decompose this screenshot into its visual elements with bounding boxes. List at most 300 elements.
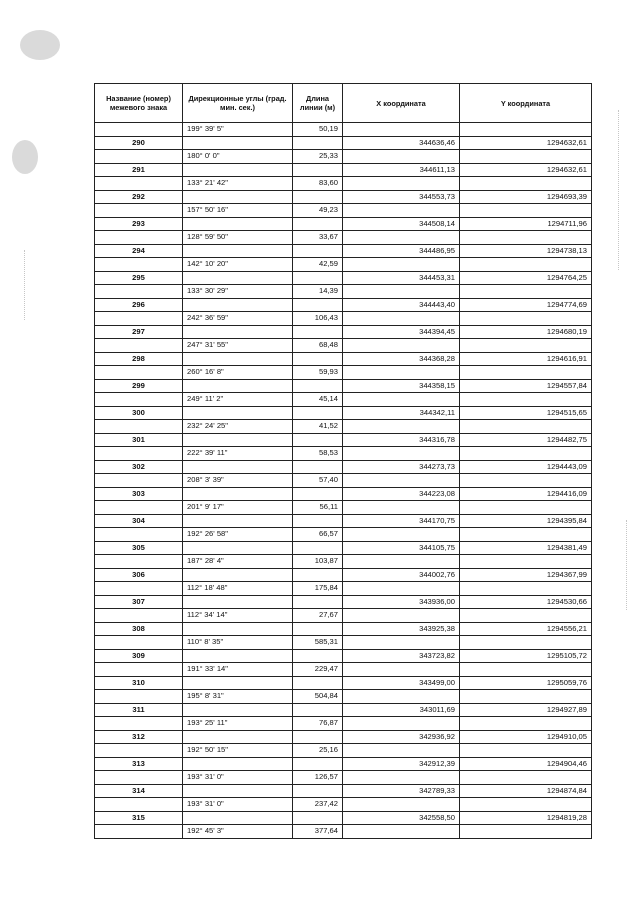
cell-y-coordinate: 1294693,39 — [460, 190, 592, 204]
cell-y-coordinate — [460, 690, 592, 704]
cell-bearing: 110° 8' 35" — [183, 636, 293, 650]
table-row — [95, 217, 592, 231]
cell-line-length — [293, 352, 343, 366]
cell-y-coordinate — [460, 474, 592, 488]
table-row — [95, 190, 592, 204]
cell-marker-name: 305 — [95, 541, 183, 555]
cell-bearing — [183, 379, 293, 393]
cell-line-length: 229,47 — [293, 663, 343, 677]
cell-y-coordinate: 1295059,76 — [460, 676, 592, 690]
cell-line-length: 76,87 — [293, 717, 343, 731]
cell-marker-name: 312 — [95, 730, 183, 744]
cell-marker-name — [95, 285, 183, 299]
cell-bearing: 112° 18' 48" — [183, 582, 293, 596]
cell-marker-name: 298 — [95, 352, 183, 366]
cell-marker-name: 311 — [95, 703, 183, 717]
scan-noise-left-lower — [24, 250, 26, 320]
cell-marker-name: 301 — [95, 433, 183, 447]
cell-bearing — [183, 649, 293, 663]
cell-x-coordinate: 344611,13 — [343, 163, 460, 177]
cell-line-length: 68,48 — [293, 339, 343, 353]
cell-y-coordinate — [460, 258, 592, 272]
cell-x-coordinate — [343, 447, 460, 461]
cell-bearing — [183, 352, 293, 366]
table-row — [95, 244, 592, 258]
cell-bearing — [183, 784, 293, 798]
cell-marker-name: 297 — [95, 325, 183, 339]
cell-bearing — [183, 325, 293, 339]
table-row — [95, 312, 592, 326]
cell-line-length: 83,60 — [293, 177, 343, 191]
cell-y-coordinate — [460, 339, 592, 353]
cell-x-coordinate — [343, 663, 460, 677]
cell-line-length: 56,11 — [293, 501, 343, 515]
cell-line-length: 42,59 — [293, 258, 343, 272]
cell-y-coordinate — [460, 663, 592, 677]
cell-y-coordinate — [460, 393, 592, 407]
cell-y-coordinate — [460, 717, 592, 731]
cell-y-coordinate: 1294904,46 — [460, 757, 592, 771]
cell-bearing: 191° 33' 14" — [183, 663, 293, 677]
cell-bearing — [183, 244, 293, 258]
cell-x-coordinate: 344316,78 — [343, 433, 460, 447]
table-row — [95, 487, 592, 501]
cell-y-coordinate: 1294738,13 — [460, 244, 592, 258]
cell-x-coordinate: 343936,00 — [343, 595, 460, 609]
cell-bearing — [183, 568, 293, 582]
cell-line-length: 175,84 — [293, 582, 343, 596]
cell-y-coordinate — [460, 528, 592, 542]
table-row — [95, 730, 592, 744]
cell-bearing: 180° 0' 0" — [183, 150, 293, 164]
cell-y-coordinate: 1294557,84 — [460, 379, 592, 393]
cell-line-length — [293, 514, 343, 528]
cell-line-length: 45,14 — [293, 393, 343, 407]
cell-marker-name — [95, 825, 183, 839]
table-row — [95, 393, 592, 407]
cell-line-length — [293, 271, 343, 285]
cell-line-length — [293, 244, 343, 258]
cell-line-length — [293, 460, 343, 474]
cell-y-coordinate: 1294381,49 — [460, 541, 592, 555]
cell-y-coordinate: 1295105,72 — [460, 649, 592, 663]
cell-marker-name: 314 — [95, 784, 183, 798]
table-row — [95, 582, 592, 596]
table-row — [95, 379, 592, 393]
cell-marker-name — [95, 663, 183, 677]
cell-bearing — [183, 811, 293, 825]
cell-marker-name — [95, 204, 183, 218]
cell-line-length: 377,64 — [293, 825, 343, 839]
cell-y-coordinate — [460, 501, 592, 515]
cell-line-length: 66,57 — [293, 528, 343, 542]
header-bearing: Дирекционные углы (град. мин. сек.) — [183, 84, 293, 123]
cell-bearing — [183, 406, 293, 420]
cell-marker-name: 308 — [95, 622, 183, 636]
cell-line-length: 27,67 — [293, 609, 343, 623]
cell-x-coordinate: 344273,73 — [343, 460, 460, 474]
cell-y-coordinate — [460, 636, 592, 650]
cell-marker-name: 294 — [95, 244, 183, 258]
cell-line-length — [293, 784, 343, 798]
cell-bearing: 242° 36' 59" — [183, 312, 293, 326]
cell-x-coordinate — [343, 771, 460, 785]
cell-x-coordinate — [343, 177, 460, 191]
cell-x-coordinate — [343, 312, 460, 326]
table-row — [95, 555, 592, 569]
cell-line-length: 58,53 — [293, 447, 343, 461]
table-row — [95, 609, 592, 623]
cell-bearing — [183, 487, 293, 501]
boundary-coordinates-table — [94, 83, 592, 839]
cell-y-coordinate — [460, 825, 592, 839]
cell-line-length — [293, 163, 343, 177]
cell-marker-name — [95, 501, 183, 515]
cell-bearing — [183, 757, 293, 771]
cell-marker-name: 290 — [95, 136, 183, 150]
cell-line-length — [293, 433, 343, 447]
cell-bearing — [183, 136, 293, 150]
cell-line-length — [293, 595, 343, 609]
cell-y-coordinate — [460, 447, 592, 461]
cell-marker-name — [95, 636, 183, 650]
cell-marker-name — [95, 258, 183, 272]
cell-marker-name — [95, 123, 183, 137]
cell-line-length — [293, 487, 343, 501]
table-row — [95, 825, 592, 839]
table-row — [95, 150, 592, 164]
cell-marker-name: 304 — [95, 514, 183, 528]
cell-line-length: 237,42 — [293, 798, 343, 812]
cell-bearing: 128° 59' 50" — [183, 231, 293, 245]
cell-line-length — [293, 568, 343, 582]
cell-y-coordinate — [460, 555, 592, 569]
cell-x-coordinate: 344443,40 — [343, 298, 460, 312]
table-row — [95, 595, 592, 609]
cell-marker-name: 296 — [95, 298, 183, 312]
cell-y-coordinate — [460, 204, 592, 218]
cell-y-coordinate: 1294632,61 — [460, 136, 592, 150]
cell-y-coordinate: 1294530,66 — [460, 595, 592, 609]
cell-x-coordinate — [343, 528, 460, 542]
cell-marker-name — [95, 312, 183, 326]
cell-y-coordinate: 1294395,84 — [460, 514, 592, 528]
cell-line-length — [293, 730, 343, 744]
cell-marker-name — [95, 366, 183, 380]
cell-marker-name: 291 — [95, 163, 183, 177]
cell-bearing: 195° 8' 31" — [183, 690, 293, 704]
header-marker-name: Название (номер) межевого знака — [95, 84, 183, 123]
cell-bearing — [183, 460, 293, 474]
cell-line-length: 57,40 — [293, 474, 343, 488]
cell-y-coordinate: 1294774,69 — [460, 298, 592, 312]
cell-line-length — [293, 217, 343, 231]
cell-x-coordinate: 344394,45 — [343, 325, 460, 339]
cell-bearing: 193° 31' 0" — [183, 798, 293, 812]
cell-y-coordinate: 1294367,99 — [460, 568, 592, 582]
table-row — [95, 420, 592, 434]
cell-line-length: 504,84 — [293, 690, 343, 704]
cell-y-coordinate: 1294680,19 — [460, 325, 592, 339]
cell-line-length: 50,19 — [293, 123, 343, 137]
table-header-row — [95, 84, 592, 123]
cell-line-length: 103,87 — [293, 555, 343, 569]
cell-x-coordinate — [343, 636, 460, 650]
cell-bearing — [183, 163, 293, 177]
cell-bearing: 201° 9' 17" — [183, 501, 293, 515]
table-row — [95, 433, 592, 447]
cell-marker-name: 303 — [95, 487, 183, 501]
scan-noise-right-lower — [626, 520, 628, 610]
cell-marker-name: 302 — [95, 460, 183, 474]
cell-x-coordinate — [343, 717, 460, 731]
cell-marker-name — [95, 231, 183, 245]
cell-marker-name — [95, 393, 183, 407]
cell-bearing — [183, 541, 293, 555]
cell-x-coordinate: 344453,31 — [343, 271, 460, 285]
table-row — [95, 771, 592, 785]
cell-line-length — [293, 811, 343, 825]
cell-bearing: 249° 11' 2" — [183, 393, 293, 407]
table-row — [95, 811, 592, 825]
cell-marker-name: 295 — [95, 271, 183, 285]
cell-x-coordinate — [343, 501, 460, 515]
cell-bearing — [183, 703, 293, 717]
cell-line-length — [293, 703, 343, 717]
table-row — [95, 352, 592, 366]
cell-bearing: 222° 39' 11" — [183, 447, 293, 461]
cell-marker-name — [95, 555, 183, 569]
table-row — [95, 136, 592, 150]
cell-x-coordinate — [343, 285, 460, 299]
cell-line-length: 106,43 — [293, 312, 343, 326]
cell-line-length — [293, 676, 343, 690]
cell-y-coordinate — [460, 771, 592, 785]
cell-x-coordinate: 343723,82 — [343, 649, 460, 663]
cell-marker-name — [95, 609, 183, 623]
table-row — [95, 784, 592, 798]
cell-bearing: 260° 16' 8" — [183, 366, 293, 380]
cell-bearing: 142° 10' 20" — [183, 258, 293, 272]
cell-bearing — [183, 190, 293, 204]
cell-marker-name — [95, 690, 183, 704]
table-row — [95, 339, 592, 353]
cell-line-length — [293, 622, 343, 636]
cell-line-length: 59,93 — [293, 366, 343, 380]
cell-marker-name: 309 — [95, 649, 183, 663]
table-row — [95, 204, 592, 218]
table-row — [95, 271, 592, 285]
cell-x-coordinate — [343, 366, 460, 380]
cell-x-coordinate: 344508,14 — [343, 217, 460, 231]
table-row — [95, 460, 592, 474]
cell-y-coordinate — [460, 798, 592, 812]
cell-line-length: 33,67 — [293, 231, 343, 245]
cell-y-coordinate: 1294482,75 — [460, 433, 592, 447]
cell-y-coordinate: 1294874,84 — [460, 784, 592, 798]
cell-x-coordinate: 344002,76 — [343, 568, 460, 582]
cell-bearing: 193° 25' 11" — [183, 717, 293, 731]
table-row — [95, 298, 592, 312]
cell-y-coordinate — [460, 231, 592, 245]
cell-line-length: 25,33 — [293, 150, 343, 164]
cell-y-coordinate: 1294515,65 — [460, 406, 592, 420]
cell-line-length — [293, 649, 343, 663]
cell-x-coordinate — [343, 123, 460, 137]
table-row — [95, 501, 592, 515]
cell-line-length — [293, 541, 343, 555]
table-row — [95, 703, 592, 717]
cell-bearing — [183, 271, 293, 285]
cell-bearing — [183, 298, 293, 312]
cell-marker-name — [95, 339, 183, 353]
cell-x-coordinate: 344342,11 — [343, 406, 460, 420]
cell-y-coordinate: 1294443,09 — [460, 460, 592, 474]
table-body — [95, 123, 592, 839]
cell-x-coordinate: 343011,69 — [343, 703, 460, 717]
cell-x-coordinate — [343, 204, 460, 218]
table-row — [95, 123, 592, 137]
cell-line-length — [293, 757, 343, 771]
cell-bearing: 187° 28' 4" — [183, 555, 293, 569]
table-row — [95, 622, 592, 636]
cell-bearing: 133° 30' 29" — [183, 285, 293, 299]
cell-marker-name: 306 — [95, 568, 183, 582]
cell-x-coordinate — [343, 825, 460, 839]
cell-y-coordinate — [460, 582, 592, 596]
cell-line-length: 14,39 — [293, 285, 343, 299]
cell-bearing: 193° 31' 0" — [183, 771, 293, 785]
cell-y-coordinate: 1294616,91 — [460, 352, 592, 366]
cell-y-coordinate: 1294632,61 — [460, 163, 592, 177]
cell-line-length — [293, 406, 343, 420]
cell-bearing: 232° 24' 25" — [183, 420, 293, 434]
cell-y-coordinate: 1294819,28 — [460, 811, 592, 825]
table-row — [95, 649, 592, 663]
cell-x-coordinate: 344553,73 — [343, 190, 460, 204]
header-x-coordinate: X координата — [343, 84, 460, 123]
cell-y-coordinate: 1294927,89 — [460, 703, 592, 717]
cell-y-coordinate — [460, 312, 592, 326]
table-row — [95, 676, 592, 690]
cell-line-length — [293, 325, 343, 339]
cell-marker-name: 313 — [95, 757, 183, 771]
cell-x-coordinate — [343, 150, 460, 164]
cell-x-coordinate: 342936,92 — [343, 730, 460, 744]
scan-noise-left — [12, 140, 38, 174]
cell-bearing: 208° 3' 39" — [183, 474, 293, 488]
cell-x-coordinate: 344170,75 — [343, 514, 460, 528]
cell-y-coordinate — [460, 123, 592, 137]
cell-marker-name: 315 — [95, 811, 183, 825]
cell-marker-name — [95, 771, 183, 785]
cell-x-coordinate: 344358,15 — [343, 379, 460, 393]
cell-bearing — [183, 595, 293, 609]
table-row — [95, 541, 592, 555]
cell-y-coordinate: 1294416,09 — [460, 487, 592, 501]
table-row — [95, 258, 592, 272]
cell-y-coordinate — [460, 744, 592, 758]
cell-y-coordinate — [460, 609, 592, 623]
header-line-length: Длина линии (м) — [293, 84, 343, 123]
cell-x-coordinate: 342789,33 — [343, 784, 460, 798]
table-row — [95, 717, 592, 731]
table-row — [95, 474, 592, 488]
cell-y-coordinate: 1294764,25 — [460, 271, 592, 285]
cell-x-coordinate — [343, 258, 460, 272]
cell-x-coordinate — [343, 690, 460, 704]
cell-marker-name: 292 — [95, 190, 183, 204]
cell-bearing: 247° 31' 55" — [183, 339, 293, 353]
cell-marker-name — [95, 447, 183, 461]
table-row — [95, 163, 592, 177]
cell-y-coordinate — [460, 177, 592, 191]
cell-x-coordinate: 342912,39 — [343, 757, 460, 771]
cell-line-length: 25,16 — [293, 744, 343, 758]
table-row — [95, 568, 592, 582]
table-row — [95, 636, 592, 650]
cell-bearing: 192° 45' 3" — [183, 825, 293, 839]
cell-marker-name — [95, 150, 183, 164]
cell-marker-name — [95, 744, 183, 758]
cell-x-coordinate: 342558,50 — [343, 811, 460, 825]
cell-y-coordinate — [460, 285, 592, 299]
table-row — [95, 757, 592, 771]
cell-x-coordinate — [343, 609, 460, 623]
cell-marker-name — [95, 177, 183, 191]
cell-x-coordinate — [343, 798, 460, 812]
cell-x-coordinate: 344486,95 — [343, 244, 460, 258]
cell-marker-name — [95, 420, 183, 434]
cell-line-length — [293, 379, 343, 393]
cell-y-coordinate — [460, 150, 592, 164]
cell-x-coordinate — [343, 393, 460, 407]
cell-bearing — [183, 217, 293, 231]
cell-bearing: 192° 26' 58" — [183, 528, 293, 542]
cell-x-coordinate — [343, 582, 460, 596]
cell-marker-name: 307 — [95, 595, 183, 609]
cell-x-coordinate — [343, 339, 460, 353]
cell-bearing — [183, 676, 293, 690]
cell-marker-name: 310 — [95, 676, 183, 690]
table-row — [95, 366, 592, 380]
cell-bearing: 192° 50' 15" — [183, 744, 293, 758]
cell-bearing — [183, 622, 293, 636]
cell-x-coordinate — [343, 555, 460, 569]
cell-x-coordinate: 343925,38 — [343, 622, 460, 636]
scan-noise-right — [618, 110, 620, 270]
cell-x-coordinate: 344368,28 — [343, 352, 460, 366]
cell-marker-name — [95, 582, 183, 596]
table-row — [95, 690, 592, 704]
cell-line-length — [293, 190, 343, 204]
cell-y-coordinate: 1294711,96 — [460, 217, 592, 231]
cell-line-length: 41,52 — [293, 420, 343, 434]
cell-x-coordinate — [343, 231, 460, 245]
table-row — [95, 798, 592, 812]
cell-bearing — [183, 514, 293, 528]
cell-line-length: 585,31 — [293, 636, 343, 650]
cell-marker-name — [95, 528, 183, 542]
header-y-coordinate: Y координата — [460, 84, 592, 123]
table-row — [95, 177, 592, 191]
table-row — [95, 514, 592, 528]
cell-marker-name — [95, 798, 183, 812]
scan-noise-top-left — [20, 30, 60, 60]
cell-bearing — [183, 433, 293, 447]
cell-marker-name: 293 — [95, 217, 183, 231]
cell-x-coordinate: 344223,08 — [343, 487, 460, 501]
